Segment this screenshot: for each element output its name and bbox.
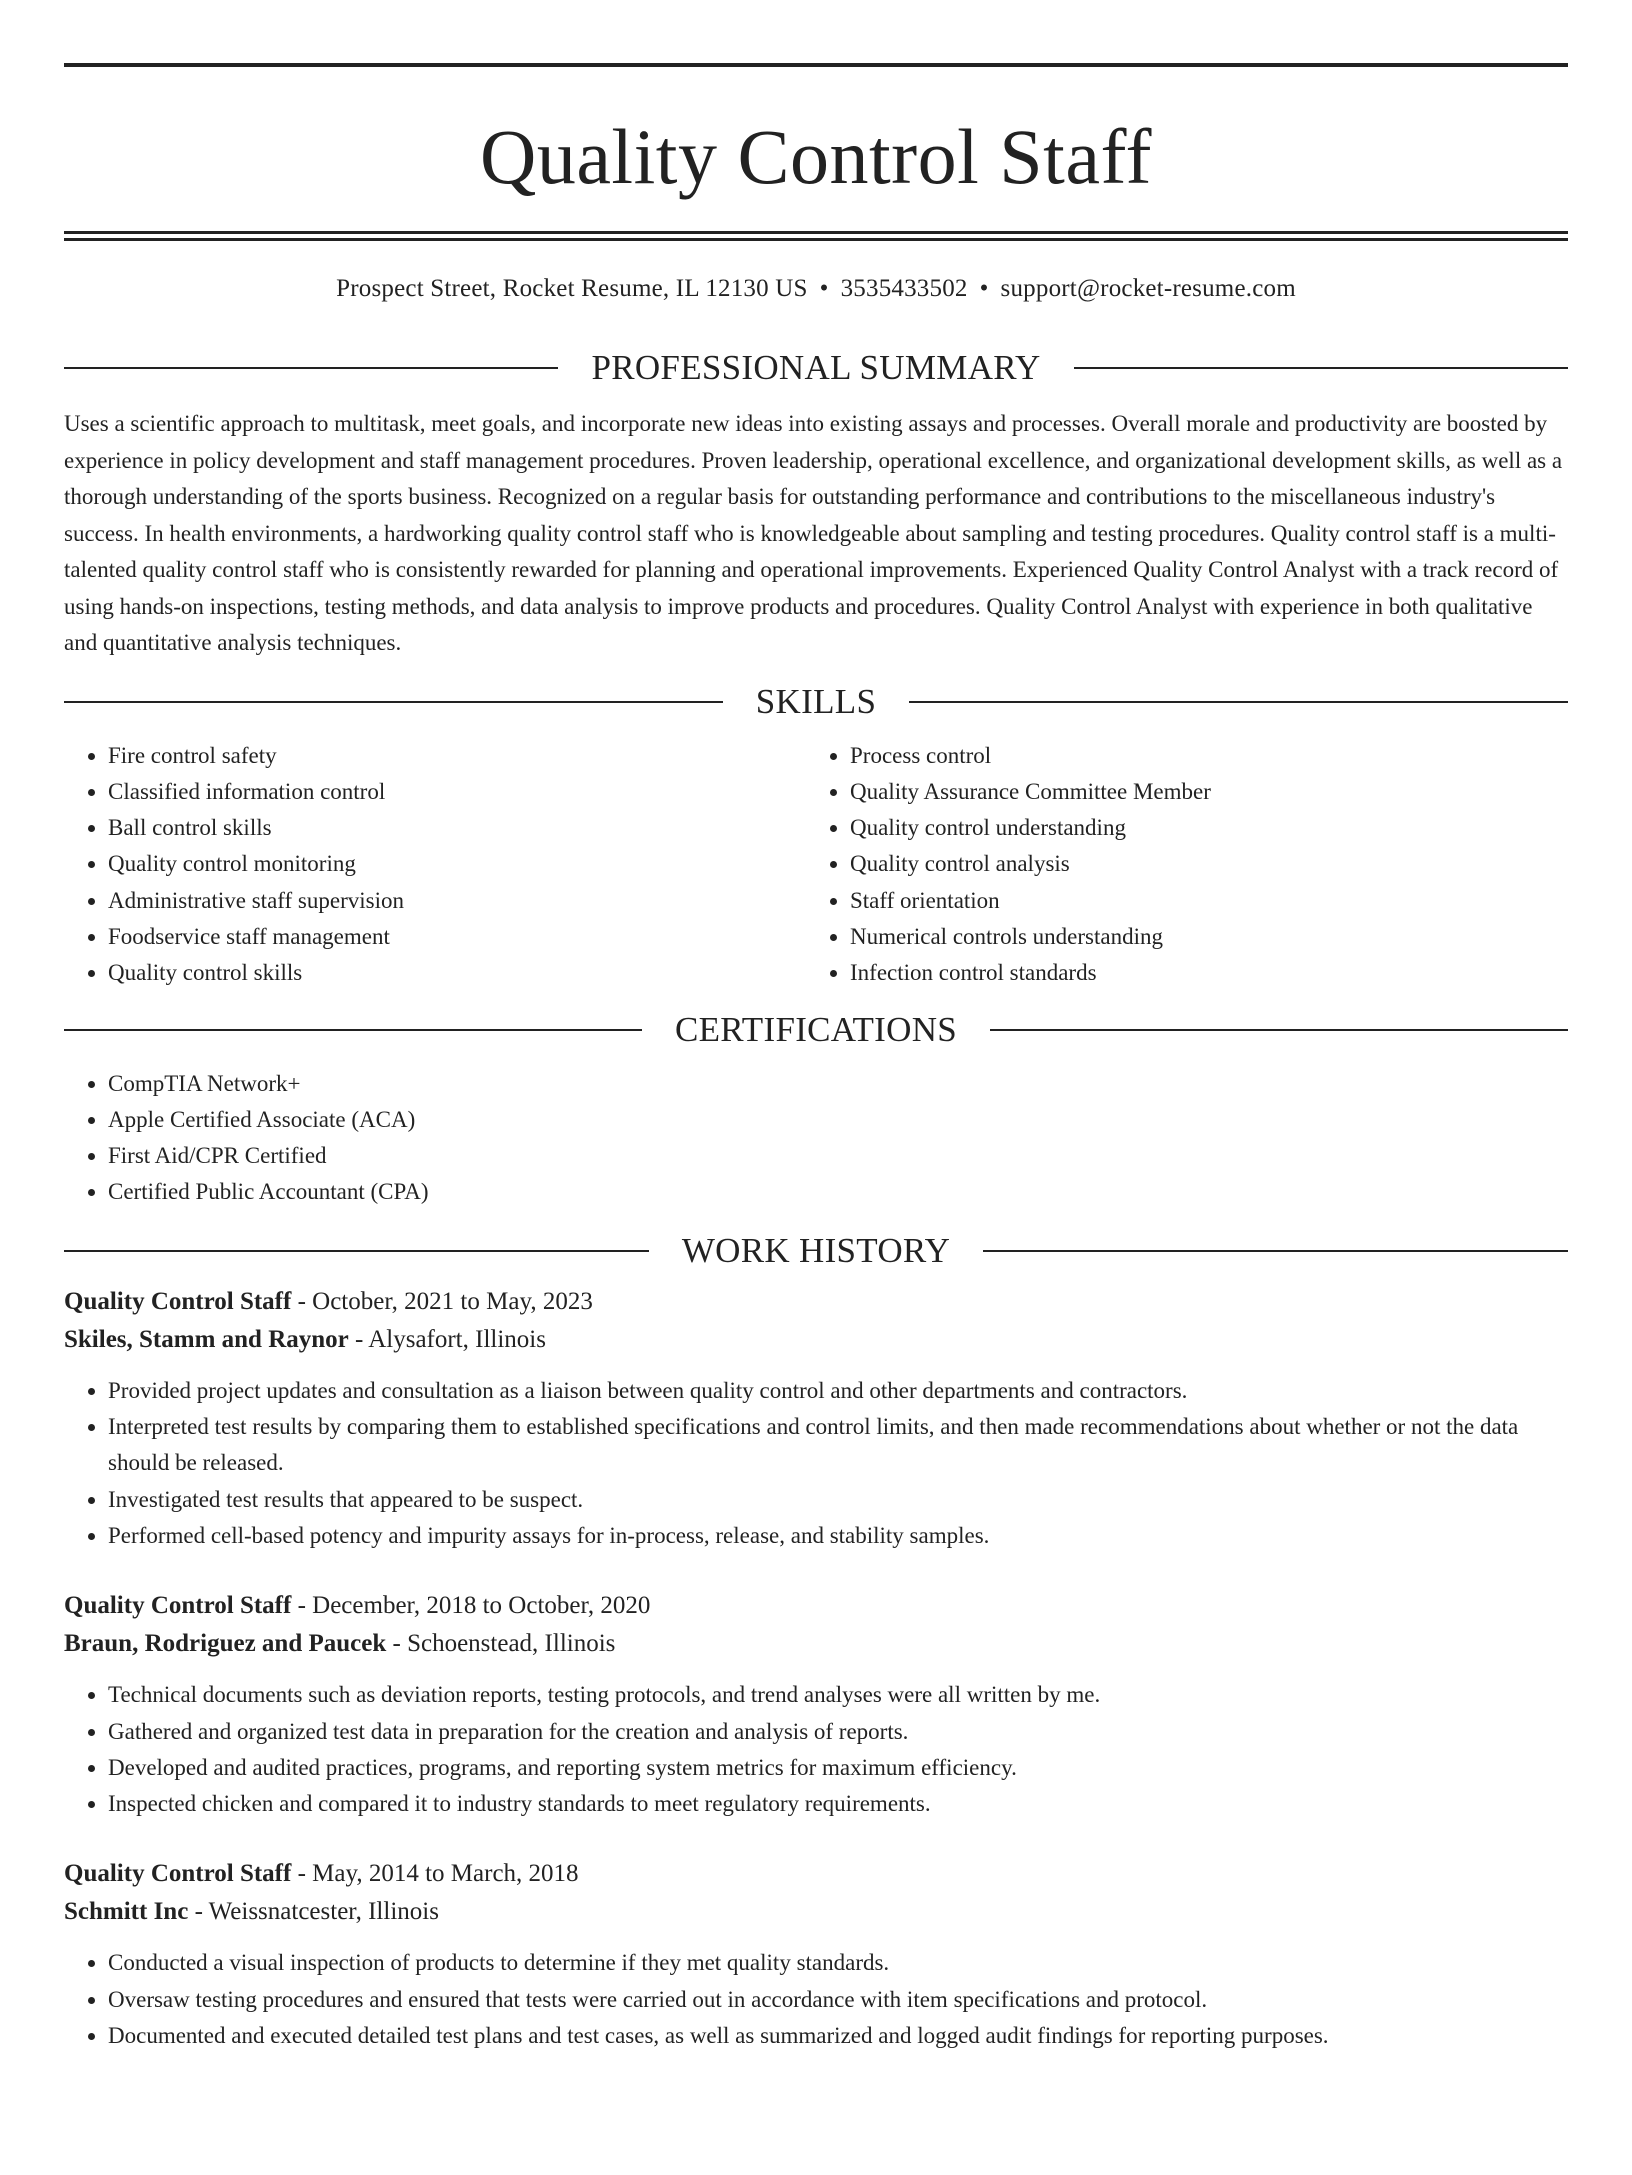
- job-title-line: [64, 1587, 1568, 1625]
- contact-phone: 3535433502: [840, 275, 968, 302]
- skills-section-title: SKILLS: [755, 681, 877, 721]
- certifications-list: [64, 1066, 1568, 1211]
- job-title: Quality Control Staff: [64, 1287, 292, 1315]
- skill-item: • Quality control monitoring: [108, 846, 806, 882]
- candidate-name: Quality Control Staff: [479, 113, 1152, 200]
- top-rule: [64, 63, 1568, 67]
- job-dates: - December, 2018 to October, 2020: [291, 1592, 651, 1620]
- section-rule: [909, 701, 1568, 703]
- summary-section-header: [64, 348, 1568, 388]
- resume-page: [0, 63, 1632, 2175]
- job-company-line: [64, 1321, 1568, 1359]
- job-duty-item: • Gathered and organized test data in preparation for the creation and analysis of reports.: [108, 1714, 1568, 1750]
- contact-separator: •: [819, 275, 829, 302]
- job-company-line: [64, 1625, 1568, 1663]
- job-company: Skiles, Stamm and Raynor: [64, 1325, 349, 1353]
- section-rule: [1074, 367, 1568, 369]
- skill-item: • Infection control standards: [850, 955, 1548, 991]
- skill-item: • Ball control skills: [108, 810, 806, 846]
- skills-list-left: [64, 738, 806, 992]
- skill-item: • Quality control understanding: [850, 810, 1548, 846]
- job-title: Quality Control Staff: [64, 1592, 292, 1620]
- job-duty-item: • Conducted a visual inspection of products to determine if they met quality standards.: [108, 1945, 1568, 1981]
- job-company-line: [64, 1893, 1568, 1931]
- section-rule: [64, 1250, 649, 1252]
- section-rule: [983, 1250, 1568, 1252]
- contact-address: Prospect Street, Rocket Resume, IL 12130 US: [336, 275, 808, 302]
- job-duty-item: • Developed and audited practices, programs, and reporting system metrics for maximum efficiency.: [108, 1750, 1568, 1786]
- skill-item: • Quality control analysis: [850, 846, 1548, 882]
- certification-item: • Apple Certified Associate (ACA): [108, 1102, 1568, 1138]
- job-location: - Alysafort, Illinois: [348, 1325, 546, 1353]
- summary-section-title: PROFESSIONAL SUMMARY: [591, 348, 1041, 387]
- skill-item: • Fire control safety: [108, 738, 806, 774]
- skills-columns: [64, 738, 1568, 992]
- work-history-section-header: [64, 1231, 1568, 1271]
- job-company: Braun, Rodriguez and Paucek: [64, 1630, 387, 1658]
- job-entry: [64, 1855, 1568, 2054]
- section-rule: [64, 1029, 642, 1031]
- skill-item: • Quality Assurance Committee Member: [850, 774, 1548, 810]
- skill-item: • Classified information control: [108, 774, 806, 810]
- certifications-section-title: CERTIFICATIONS: [674, 1009, 958, 1049]
- job-duty-item: • Inspected chicken and compared it to industry standards to meet regulatory requirements.: [108, 1786, 1568, 1822]
- contact-line: [64, 273, 1568, 305]
- skills-list-right: [806, 738, 1548, 992]
- certification-item: • CompTIA Network+: [108, 1066, 1568, 1102]
- skill-item: • Numerical controls understanding: [850, 919, 1548, 955]
- contact-email: support@rocket-resume.com: [1000, 275, 1296, 302]
- job-duty-item: • Investigated test results that appeared to be suspect.: [108, 1482, 1568, 1518]
- job-title-line: [64, 1855, 1568, 1893]
- job-duties-list: [64, 1945, 1568, 2054]
- section-rule: [64, 701, 723, 703]
- skill-item: • Foodservice staff management: [108, 919, 806, 955]
- job-location: - Weissnatcester, Illinois: [188, 1898, 439, 1926]
- skill-item: • Quality control skills: [108, 955, 806, 991]
- skills-column-left: [64, 738, 806, 992]
- skills-section-header: [64, 682, 1568, 722]
- job-location: - Schoenstead, Illinois: [386, 1630, 616, 1658]
- job-title: Quality Control Staff: [64, 1860, 292, 1888]
- skill-item: • Administrative staff supervision: [108, 883, 806, 919]
- job-duty-item: • Performed cell-based potency and impurity assays for in-process, release, and stability samples.: [108, 1518, 1568, 1554]
- skill-item: • Process control: [850, 738, 1548, 774]
- section-rule: [990, 1029, 1568, 1031]
- certification-item: • Certified Public Accountant (CPA): [108, 1174, 1568, 1210]
- job-company: Schmitt Inc: [64, 1898, 189, 1926]
- job-entry: [64, 1283, 1568, 1554]
- job-duty-item: • Interpreted test results by comparing them to established specifications and control limits, and then made recommendations about whether or not the data should be released.: [108, 1409, 1568, 1482]
- skills-column-right: [806, 738, 1548, 992]
- contact-separator: •: [979, 275, 989, 302]
- skill-item: • Staff orientation: [850, 883, 1548, 919]
- job-duty-item: • Provided project updates and consultation as a liaison between quality control and other departments and contractors.: [108, 1373, 1568, 1409]
- job-duty-item: • Oversaw testing procedures and ensured that tests were carried out in accordance with item specifications and protocol.: [108, 1982, 1568, 2018]
- certification-item: • First Aid/CPR Certified: [108, 1138, 1568, 1174]
- certifications-section-header: [64, 1010, 1568, 1050]
- job-dates: - October, 2021 to May, 2023: [291, 1287, 593, 1315]
- job-dates: - May, 2014 to March, 2018: [291, 1860, 579, 1888]
- job-duties-list: [64, 1373, 1568, 1554]
- professional-summary-text: Uses a scientific approach to multitask, meet goals, and incorporate new ideas into existing assays and processes. Overall morale and productivity are boosted by experience in policy development and staff management procedures. Proven leadership, operational excellence, and organizational development skills, as well as a thorough understanding of the sports business. Recognized on a regular basis for outstanding performance and contributions to the miscellaneous industry's success. In health environments, a hardworking quality control staff who is knowledgeable about sampling and testing procedures. Quality control staff is a multi-talented quality control staff who is consistently rewarded for planning and operational improvements. Experienced Quality Control Analyst with a track record of using hands-on inspections, testing methods, and data analysis to improve products and procedures. Quality Control Analyst with experience in both qualitative and quantitative analysis techniques.: [64, 411, 1563, 655]
- job-duties-list: [64, 1677, 1568, 1822]
- work-history-section-title: WORK HISTORY: [681, 1230, 951, 1270]
- job-duty-item: • Documented and executed detailed test plans and test cases, as well as summarized and logged audit findings for reporting purposes.: [108, 2018, 1568, 2054]
- job-entry: [64, 1587, 1568, 1822]
- header-double-rule: [64, 231, 1568, 241]
- job-duty-item: • Technical documents such as deviation reports, testing protocols, and trend analyses were all written by me.: [108, 1677, 1568, 1713]
- section-rule: [64, 367, 558, 369]
- job-title-line: [64, 1283, 1568, 1321]
